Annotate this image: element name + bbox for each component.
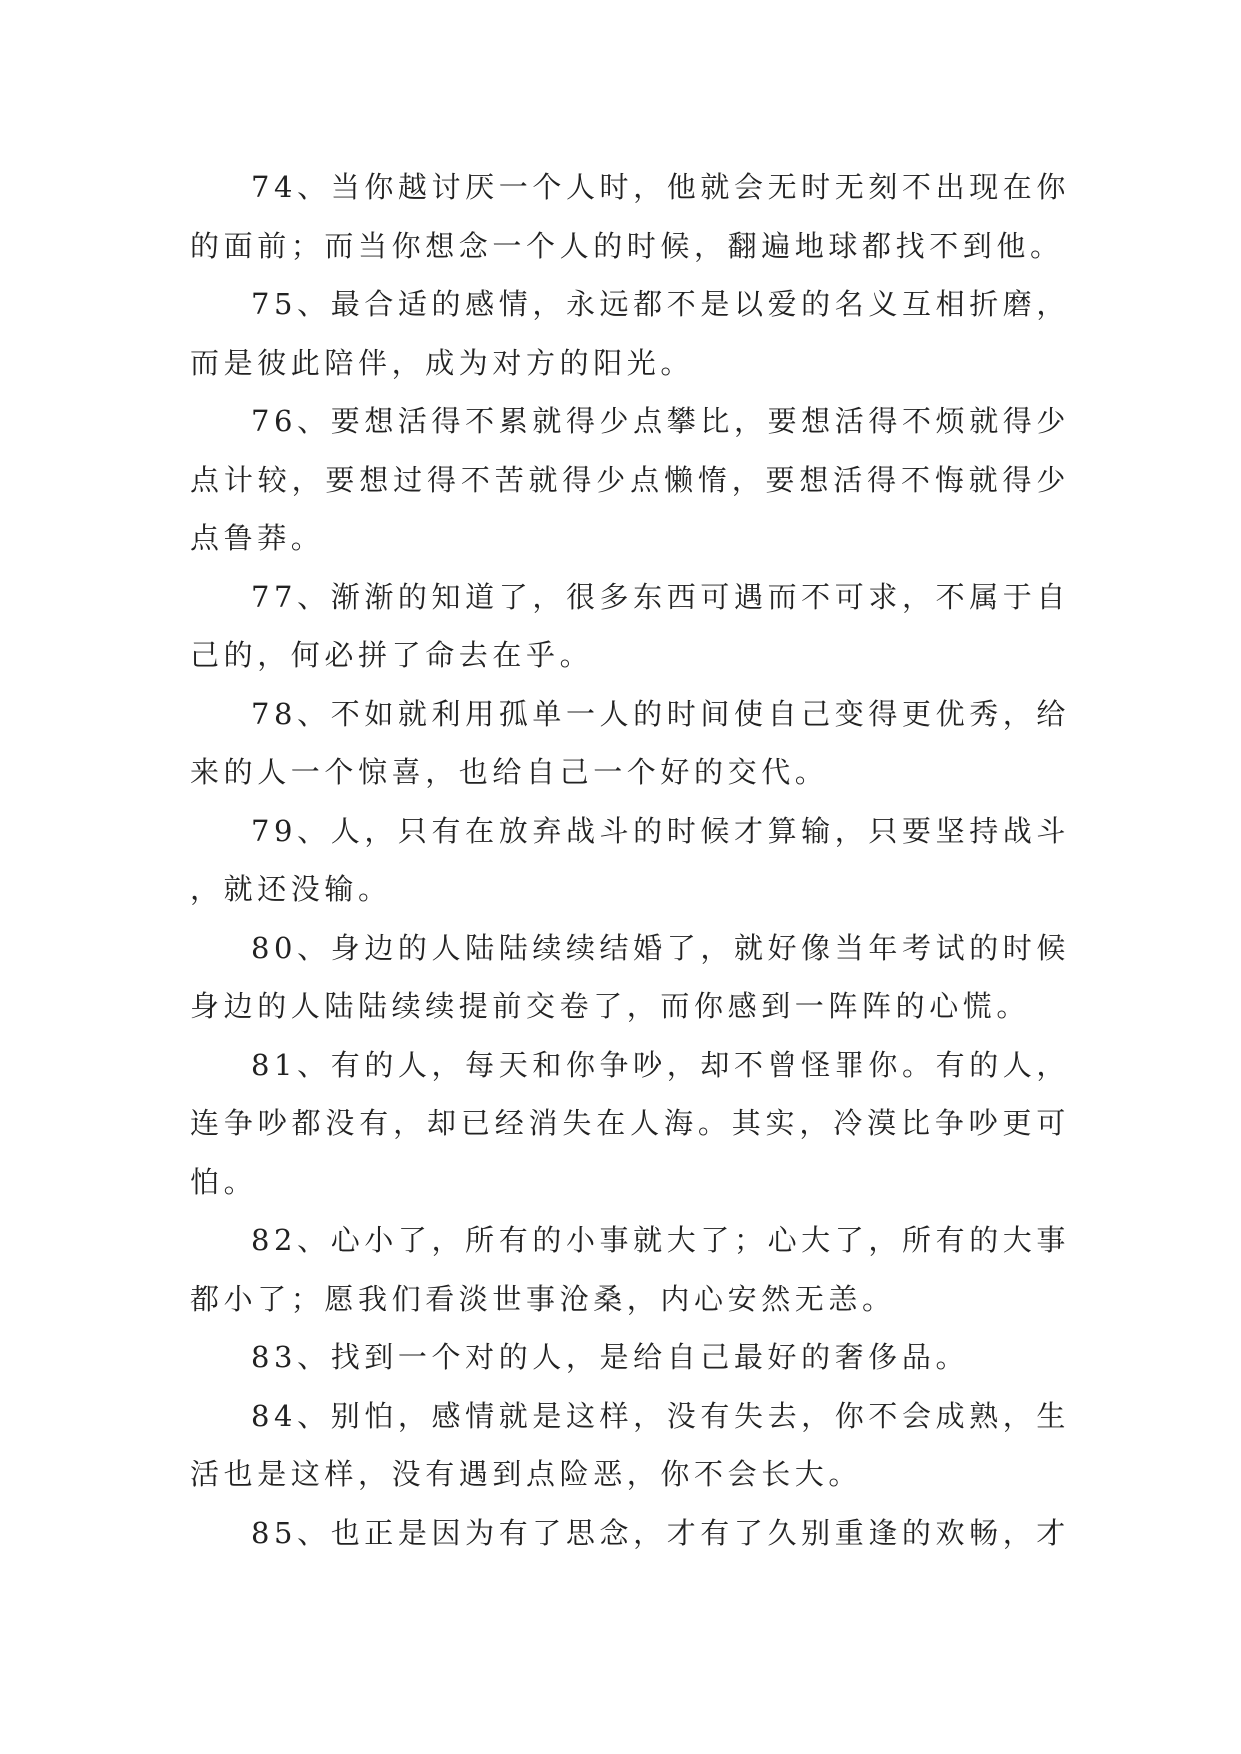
paragraph-84: 84、别怕，感情就是这样，没有失去，你不会成熟，生活也是这样，没有遇到点险恶，你不会长大。	[190, 1398, 1070, 1491]
paragraph-76: 76、要想活得不累就得少点攀比，要想活得不烦就得少点计较，要想过得不苦就得少点懒惰，要想活得不悔就得少点鲁莽。	[190, 404, 1070, 555]
paragraph-81: 81、有的人，每天和你争吵，却不曾怪罪你。有的人，连争吵都没有，却已经消失在人海。其实，冷漠比争吵更可怕。	[190, 1047, 1070, 1199]
paragraph-85: 85、也正是因为有了思念，才有了久别重逢的欢畅，才	[251, 1515, 1070, 1550]
paragraph-79: 79、人，只有在放弃战斗的时候才算输，只要坚持战斗，就还没输。	[190, 813, 1070, 906]
paragraph-75: 75、最合适的感情，永远都不是以爱的名义互相折磨，而是彼此陪伴，成为对方的阳光。	[190, 287, 1070, 380]
paragraph-74: 74、当你越讨厌一个人时，他就会无时无刻不出现在你的面前；而当你想念一个人的时候，翻遍地球都找不到他。	[190, 170, 1070, 263]
paragraph-78: 78、不如就利用孤单一人的时间使自己变得更优秀，给来的人一个惊喜，也给自己一个好的交代。	[190, 696, 1070, 789]
paragraph-83: 83、找到一个对的人，是给自己最好的奢侈品。	[251, 1340, 970, 1374]
paragraph-77: 77、渐渐的知道了，很多东西可遇而不可求，不属于自己的，何必拼了命去在乎。	[190, 579, 1070, 672]
paragraph-82: 82、心小了，所有的小事就大了；心大了，所有的大事都小了；愿我们看淡世事沧桑，内心安然无恙。	[190, 1223, 1070, 1316]
paragraph-80: 80、身边的人陆陆续续结婚了，就好像当年考试的时候身边的人陆陆续续提前交卷了，而你感到一阵阵的心慌。	[190, 930, 1070, 1023]
document-body	[190, 158, 1070, 1562]
